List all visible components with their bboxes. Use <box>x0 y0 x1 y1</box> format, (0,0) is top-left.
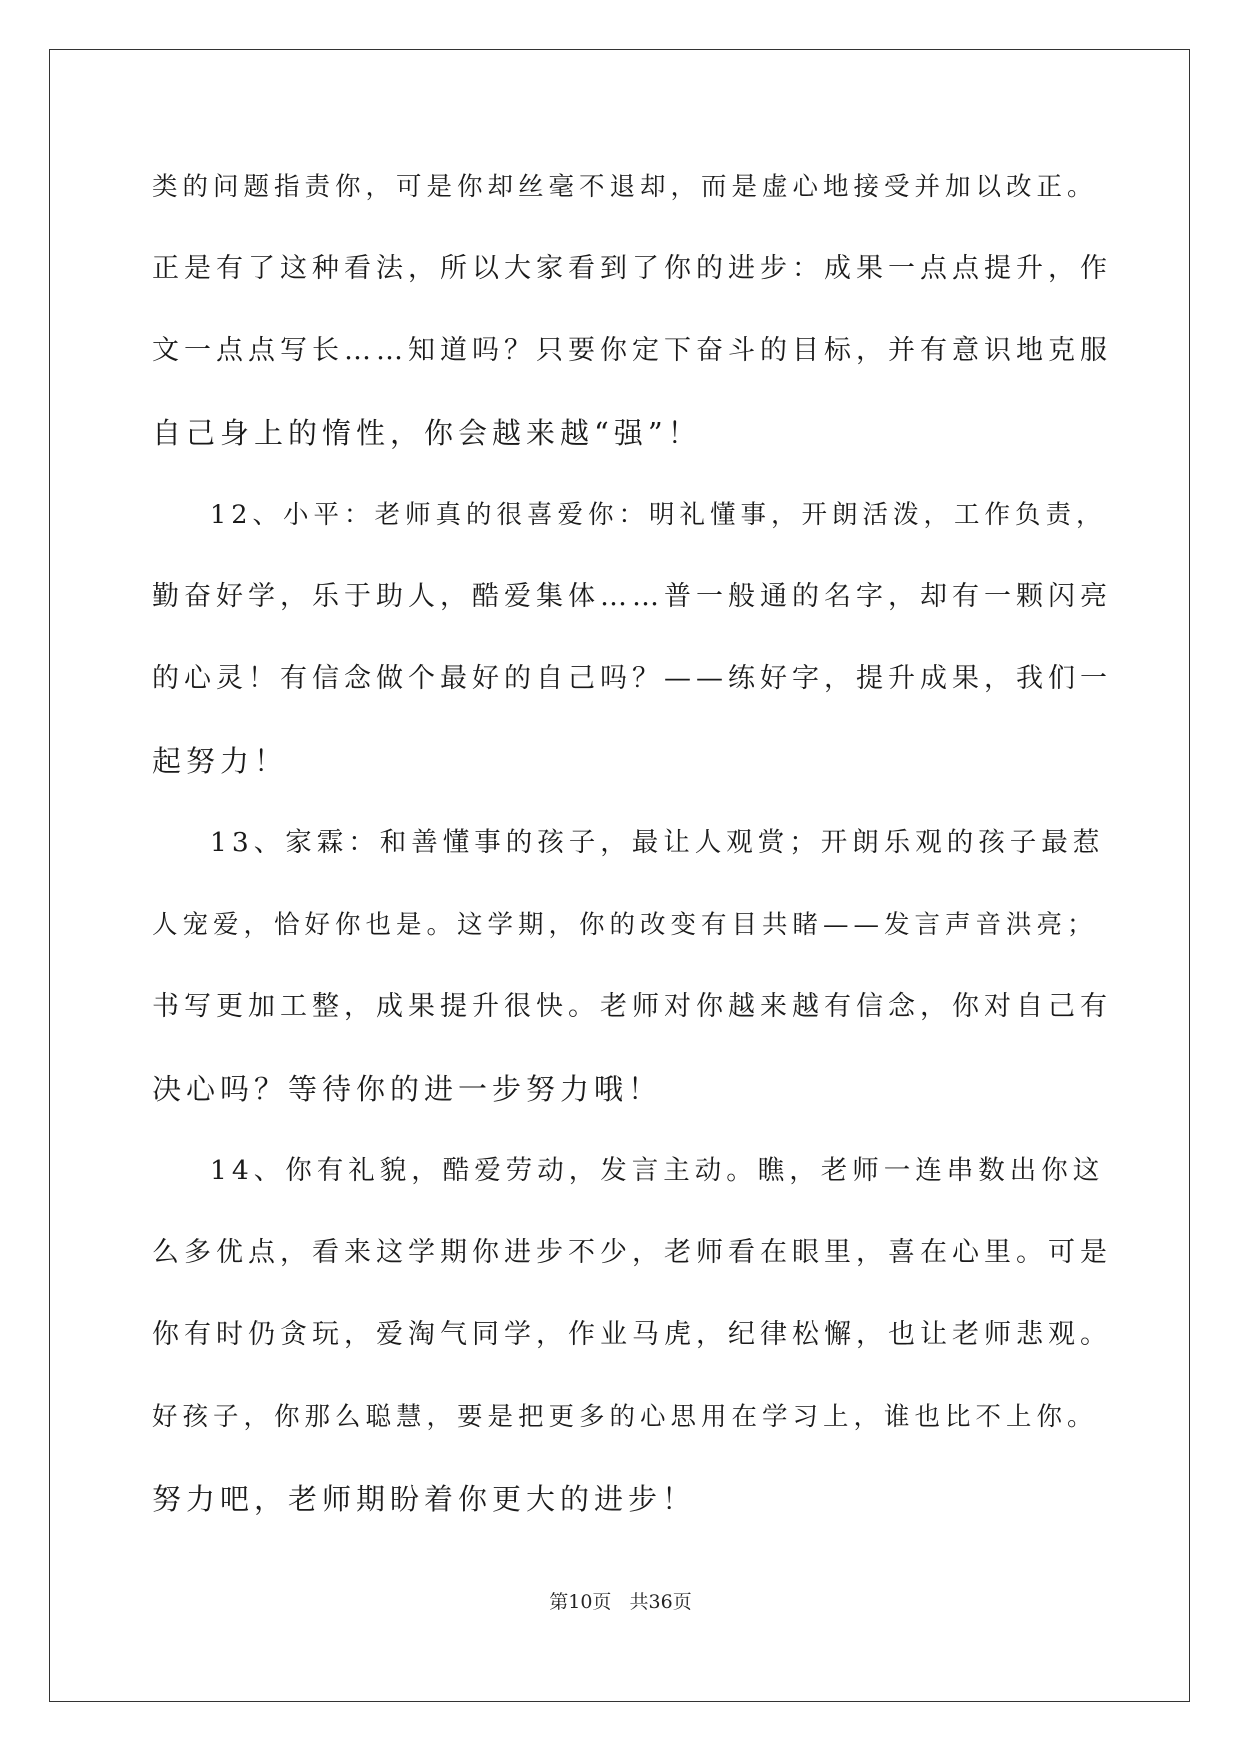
text-line: 好孩子，你那么聪慧，要是把更多的心思用在学习上，谁也比不上你。 <box>152 1402 1098 1432</box>
text-line: 努力吧，老师期盼着你更大的进步！ <box>152 1482 697 1516</box>
document-body <box>152 146 1112 1540</box>
text-line: 么多优点，看来这学期你进步不少，老师看在眼里，喜在心里。可是 <box>152 1237 1112 1268</box>
text-line: 文一点点写长……知道吗？只要你定下奋斗的目标，并有意识地克服 <box>152 335 1112 366</box>
text-line: 正是有了这种看法，所以大家看到了你的进步：成果一点点提升，作 <box>152 253 1112 284</box>
text-line: 12、小平：老师真的很喜爱你：明礼懂事，开朗活泼，工作负责， <box>210 500 1107 530</box>
text-line: 14、你有礼貌，酷爱劳动，发言主动。瞧，老师一连串数出你这 <box>210 1155 1105 1186</box>
text-line: 起努力！ <box>152 744 289 778</box>
text-line: 的心灵！有信念做个最好的自己吗？——练好字，提升成果，我们一 <box>152 663 1112 694</box>
text-line: 13、家霖：和善懂事的孩子，最让人观赏；开朗乐观的孩子最惹 <box>210 827 1105 858</box>
paragraph-continuation <box>152 146 1112 474</box>
text-line: 类的问题指责你，可是你却丝毫不退却，而是虚心地接受并加以改正。 <box>152 172 1098 202</box>
text-line: 你有时仍贪玩，爱淘气同学，作业马虎，纪律松懈，也让老师悲观。 <box>152 1319 1112 1350</box>
text-line: 书写更加工整，成果提升很快。老师对你越来越有信念，你对自己有 <box>152 991 1112 1022</box>
paragraph-item-12 <box>152 474 1112 802</box>
text-line: 勤奋好学，乐于助人，酷爱集体……普一般通的名字，却有一颗闪亮 <box>152 581 1112 612</box>
paragraph-item-14 <box>152 1130 1112 1540</box>
paragraph-item-13 <box>152 802 1112 1130</box>
page-number-footer: 第10页 共36页 <box>549 1591 692 1613</box>
text-line: 决心吗？等待你的进一步努力哦！ <box>152 1072 663 1106</box>
text-line: 自己身上的惰性，你会越来越“强”！ <box>152 416 702 450</box>
text-line: 人宠爱，恰好你也是。这学期，你的改变有目共睹——发言声音洪亮； <box>152 910 1098 940</box>
